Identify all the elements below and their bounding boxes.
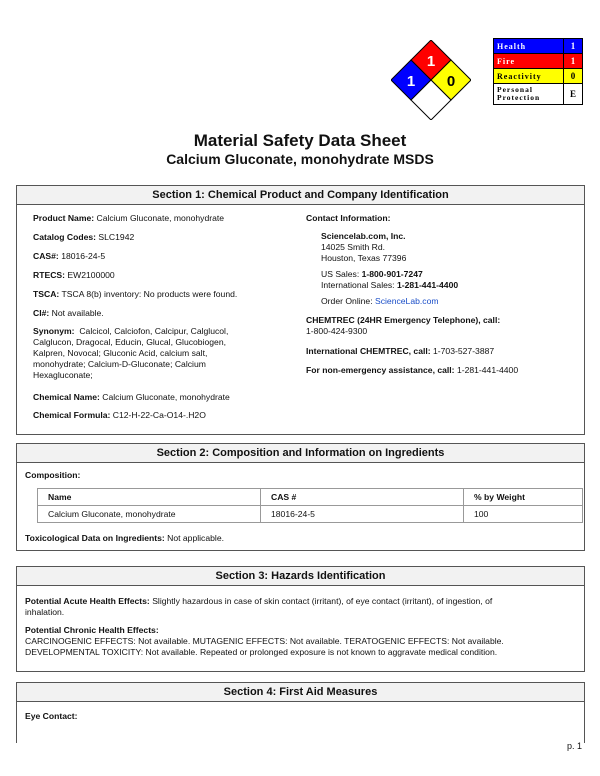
product-name-row: Product Name: Calcium Gluconate, monohydrate — [33, 213, 225, 223]
address-line-1: 14025 Smith Rd. — [321, 242, 386, 252]
section-1-heading: Section 1: Chemical Product and Company Identification — [17, 186, 584, 205]
chronic-effects-block: Potential Chronic Health Effects: CARCINOGENIC EFFECTS: Not available. MUTAGENIC EFFECTS: Not available. TERATOGENIC EFFECTS: Not available. DEVELOPMENTAL TOXICITY: Not available. Repeated or prolonged exposure is not known to aggravate medical condition. — [25, 625, 504, 657]
acute-effects-block: Potential Acute Health Effects: Slightly hazardous in case of skin contact (irritant), of eye contact (irritant), of ingestion, of inhalation. — [25, 596, 493, 617]
nfpa-health-value: 1 — [406, 73, 416, 90]
composition-table — [37, 488, 583, 523]
nfpa-fire-value: 1 — [426, 53, 436, 70]
address-line-2: Houston, Texas 77396 — [321, 253, 407, 263]
nfpa-diamond — [391, 40, 471, 120]
catalog-row: Catalog Codes: SLC1942 — [33, 232, 135, 242]
hmis-label: Health — [494, 39, 564, 54]
col-cas-header: CAS # — [261, 489, 464, 506]
intl-sales-row: International Sales: 1-281-441-4400 — [321, 280, 459, 290]
company-name: Sciencelab.com, Inc. — [321, 231, 406, 241]
hmis-table — [493, 38, 583, 105]
intl-chemtrec-row: International CHEMTREC, call: 1-703-527-3887 — [306, 346, 495, 356]
hmis-row — [494, 39, 583, 54]
eye-contact-label: Eye Contact: — [25, 711, 78, 721]
composition-label: Composition: — [25, 470, 81, 480]
order-online-row: Order Online: ScienceLab.com — [321, 296, 439, 306]
hmis-row — [494, 84, 583, 105]
hmis-label: Fire — [494, 54, 564, 69]
hmis-value: 1 — [564, 39, 583, 54]
hmis-label: Personal Protection — [494, 84, 564, 105]
chemical-formula-row: Chemical Formula: C12-H-22-Ca-O14-.H2O — [33, 410, 206, 420]
cell-weight: 100 — [464, 506, 583, 523]
col-weight-header: % by Weight — [464, 489, 583, 506]
rtecs-row: RTECS: EW2100000 — [33, 270, 115, 280]
cell-cas: 18016-24-5 — [261, 506, 464, 523]
us-sales-row: US Sales: 1-800-901-7247 — [321, 269, 423, 279]
sciencelab-link[interactable]: ScienceLab.com — [374, 296, 439, 306]
tox-data-row: Toxicological Data on Ingredients: Not applicable. — [25, 533, 224, 543]
hmis-value: 1 — [564, 54, 583, 69]
synonym-block: Synonym: Calcicol, Calciofon, Calcipur, Calglucol, Calglucon, Dragocal, Educin, Glucal, Glucobiogen, Kalpren, Novocal; Gluconic Acid, calcium salt, monohydrate; Calcium-D-Gluconate; Calcium Hexagluconate; — [33, 326, 229, 380]
hmis-value: E — [564, 84, 583, 105]
non-emergency-row: For non-emergency assistance, call: 1-281-441-4400 — [306, 365, 519, 375]
document-subtitle: Calcium Gluconate, monohydrate MSDS — [166, 151, 434, 167]
section-4-heading: Section 4: First Aid Measures — [17, 683, 584, 702]
chemtrec-number: 1-800-424-9300 — [306, 326, 368, 336]
table-row — [38, 506, 583, 523]
section-2-heading: Section 2: Composition and Information on Ingredients — [17, 444, 584, 463]
chemtrec-label: CHEMTREC (24HR Emergency Telephone), call: — [306, 315, 501, 325]
cell-name: Calcium Gluconate, monohydrate — [38, 506, 261, 523]
ci-row: CI#: Not available. — [33, 308, 104, 318]
nfpa-reactivity-value: 0 — [446, 73, 456, 90]
section-3-heading: Section 3: Hazards Identification — [17, 567, 584, 586]
contact-heading: Contact Information: — [306, 213, 391, 223]
section-4 — [16, 682, 585, 743]
hmis-row — [494, 69, 583, 84]
hmis-value: 0 — [564, 69, 583, 84]
hmis-row — [494, 54, 583, 69]
cas-row: CAS#: 18016-24-5 — [33, 251, 106, 261]
document-title: Material Safety Data Sheet — [193, 131, 407, 150]
tsca-row: TSCA: TSCA 8(b) inventory: No products were found. — [33, 289, 238, 299]
composition-header-row — [38, 489, 583, 506]
chemical-name-row: Chemical Name: Calcium Gluconate, monohydrate — [33, 392, 230, 402]
col-name-header: Name — [38, 489, 261, 506]
hmis-label: Reactivity — [494, 69, 564, 84]
page-number: p. 1 — [566, 741, 582, 751]
